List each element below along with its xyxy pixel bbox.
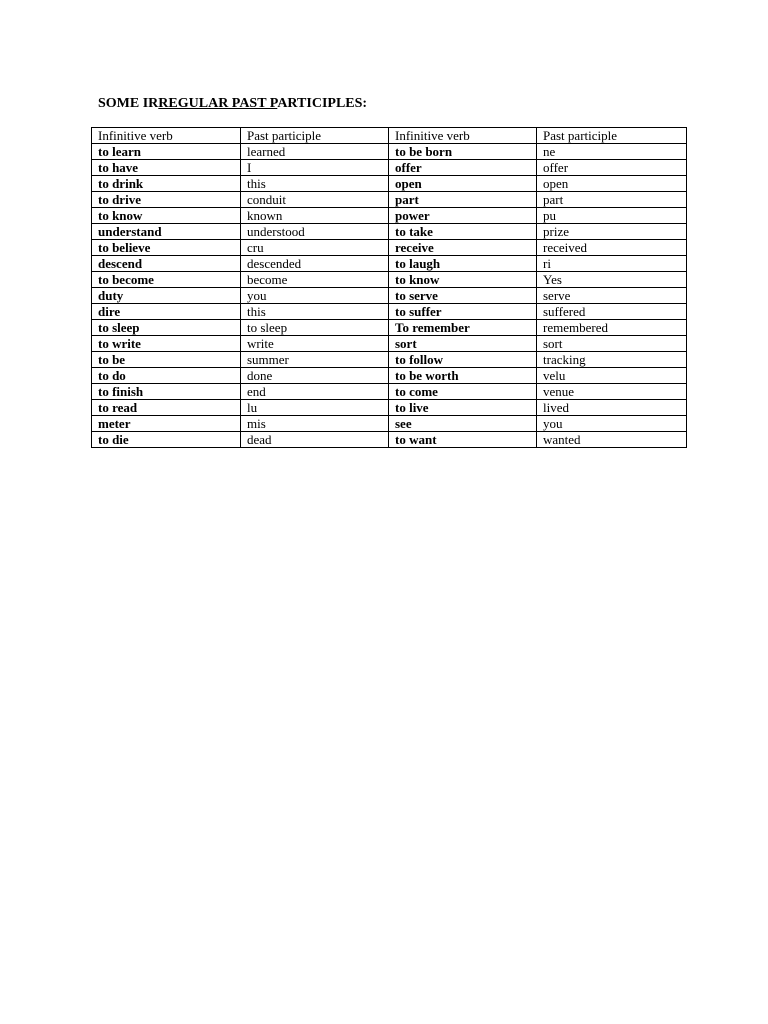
past-participle-cell: done bbox=[241, 368, 389, 384]
infinitive-verb-cell: to believe bbox=[92, 240, 241, 256]
past-participle-cell: understood bbox=[241, 224, 389, 240]
title-text-underlined: REGULAR PAST P bbox=[158, 96, 278, 111]
infinitive-verb-cell: duty bbox=[92, 288, 241, 304]
infinitive-verb-cell: dire bbox=[92, 304, 241, 320]
infinitive-verb-cell: power bbox=[389, 208, 537, 224]
infinitive-verb-cell: to become bbox=[92, 272, 241, 288]
header-past-participle-right: Past participle bbox=[537, 128, 687, 144]
past-participle-cell: prize bbox=[537, 224, 687, 240]
infinitive-verb-cell: to have bbox=[92, 160, 241, 176]
infinitive-verb-cell: to read bbox=[92, 400, 241, 416]
past-participle-cell: offer bbox=[537, 160, 687, 176]
page-title bbox=[98, 96, 367, 112]
table-row bbox=[92, 304, 687, 320]
infinitive-verb-cell: to live bbox=[389, 400, 537, 416]
past-participle-cell: descended bbox=[241, 256, 389, 272]
table-row bbox=[92, 352, 687, 368]
title-text-start: SOME IR bbox=[98, 96, 159, 111]
infinitive-verb-cell: to die bbox=[92, 432, 241, 448]
table-row bbox=[92, 176, 687, 192]
table-row bbox=[92, 336, 687, 352]
past-participle-cell: this bbox=[241, 176, 389, 192]
past-participle-cell: remembered bbox=[537, 320, 687, 336]
table-row bbox=[92, 400, 687, 416]
infinitive-verb-cell: to learn bbox=[92, 144, 241, 160]
past-participle-cell: mis bbox=[241, 416, 389, 432]
infinitive-verb-cell: part bbox=[389, 192, 537, 208]
infinitive-verb-cell: to be born bbox=[389, 144, 537, 160]
infinitive-verb-cell: to follow bbox=[389, 352, 537, 368]
title-text-end: ARTICIPLES: bbox=[277, 96, 368, 111]
infinitive-verb-cell: open bbox=[389, 176, 537, 192]
infinitive-verb-cell: to sleep bbox=[92, 320, 241, 336]
infinitive-verb-cell: to be bbox=[92, 352, 241, 368]
infinitive-verb-cell: To remember bbox=[389, 320, 537, 336]
past-participle-cell: become bbox=[241, 272, 389, 288]
past-participle-cell: open bbox=[537, 176, 687, 192]
infinitive-verb-cell: to want bbox=[389, 432, 537, 448]
infinitive-verb-cell: to drink bbox=[92, 176, 241, 192]
infinitive-verb-cell: to be worth bbox=[389, 368, 537, 384]
past-participle-cell: dead bbox=[241, 432, 389, 448]
past-participle-cell: sort bbox=[537, 336, 687, 352]
past-participle-cell: you bbox=[537, 416, 687, 432]
infinitive-verb-cell: to serve bbox=[389, 288, 537, 304]
infinitive-verb-cell: understand bbox=[92, 224, 241, 240]
table-row bbox=[92, 256, 687, 272]
table-row bbox=[92, 320, 687, 336]
past-participle-cell: lu bbox=[241, 400, 389, 416]
infinitive-verb-cell: sort bbox=[389, 336, 537, 352]
past-participle-cell: Yes bbox=[537, 272, 687, 288]
past-participle-cell: this bbox=[241, 304, 389, 320]
past-participle-cell: suffered bbox=[537, 304, 687, 320]
table-row bbox=[92, 160, 687, 176]
irregular-participles-table bbox=[91, 127, 687, 448]
past-participle-cell: known bbox=[241, 208, 389, 224]
table-row bbox=[92, 224, 687, 240]
infinitive-verb-cell: meter bbox=[92, 416, 241, 432]
infinitive-verb-cell: to drive bbox=[92, 192, 241, 208]
table-row bbox=[92, 272, 687, 288]
table-row bbox=[92, 368, 687, 384]
infinitive-verb-cell: to finish bbox=[92, 384, 241, 400]
infinitive-verb-cell: descend bbox=[92, 256, 241, 272]
past-participle-cell: part bbox=[537, 192, 687, 208]
infinitive-verb-cell: offer bbox=[389, 160, 537, 176]
past-participle-cell: conduit bbox=[241, 192, 389, 208]
past-participle-cell: velu bbox=[537, 368, 687, 384]
table-row bbox=[92, 432, 687, 448]
past-participle-cell: lived bbox=[537, 400, 687, 416]
table-row bbox=[92, 240, 687, 256]
past-participle-cell: to sleep bbox=[241, 320, 389, 336]
infinitive-verb-cell: to do bbox=[92, 368, 241, 384]
past-participle-cell: tracking bbox=[537, 352, 687, 368]
past-participle-cell: cru bbox=[241, 240, 389, 256]
header-infinitive-verb-right: Infinitive verb bbox=[389, 128, 537, 144]
table-row bbox=[92, 192, 687, 208]
infinitive-verb-cell: receive bbox=[389, 240, 537, 256]
past-participle-cell: ne bbox=[537, 144, 687, 160]
past-participle-cell: learned bbox=[241, 144, 389, 160]
table-row bbox=[92, 384, 687, 400]
table-row bbox=[92, 208, 687, 224]
past-participle-cell: pu bbox=[537, 208, 687, 224]
infinitive-verb-cell: to know bbox=[92, 208, 241, 224]
table-row bbox=[92, 288, 687, 304]
table-body bbox=[92, 128, 687, 448]
table-row bbox=[92, 144, 687, 160]
past-participle-cell: I bbox=[241, 160, 389, 176]
header-infinitive-verb-left: Infinitive verb bbox=[92, 128, 241, 144]
past-participle-cell: end bbox=[241, 384, 389, 400]
past-participle-cell: venue bbox=[537, 384, 687, 400]
past-participle-cell: wanted bbox=[537, 432, 687, 448]
past-participle-cell: you bbox=[241, 288, 389, 304]
infinitive-verb-cell: to come bbox=[389, 384, 537, 400]
table-header-row bbox=[92, 128, 687, 144]
past-participle-cell: received bbox=[537, 240, 687, 256]
past-participle-cell: summer bbox=[241, 352, 389, 368]
header-past-participle-left: Past participle bbox=[241, 128, 389, 144]
past-participle-cell: write bbox=[241, 336, 389, 352]
infinitive-verb-cell: to take bbox=[389, 224, 537, 240]
infinitive-verb-cell: to laugh bbox=[389, 256, 537, 272]
past-participle-cell: serve bbox=[537, 288, 687, 304]
infinitive-verb-cell: to write bbox=[92, 336, 241, 352]
infinitive-verb-cell: see bbox=[389, 416, 537, 432]
past-participle-cell: ri bbox=[537, 256, 687, 272]
infinitive-verb-cell: to suffer bbox=[389, 304, 537, 320]
table-row bbox=[92, 416, 687, 432]
infinitive-verb-cell: to know bbox=[389, 272, 537, 288]
